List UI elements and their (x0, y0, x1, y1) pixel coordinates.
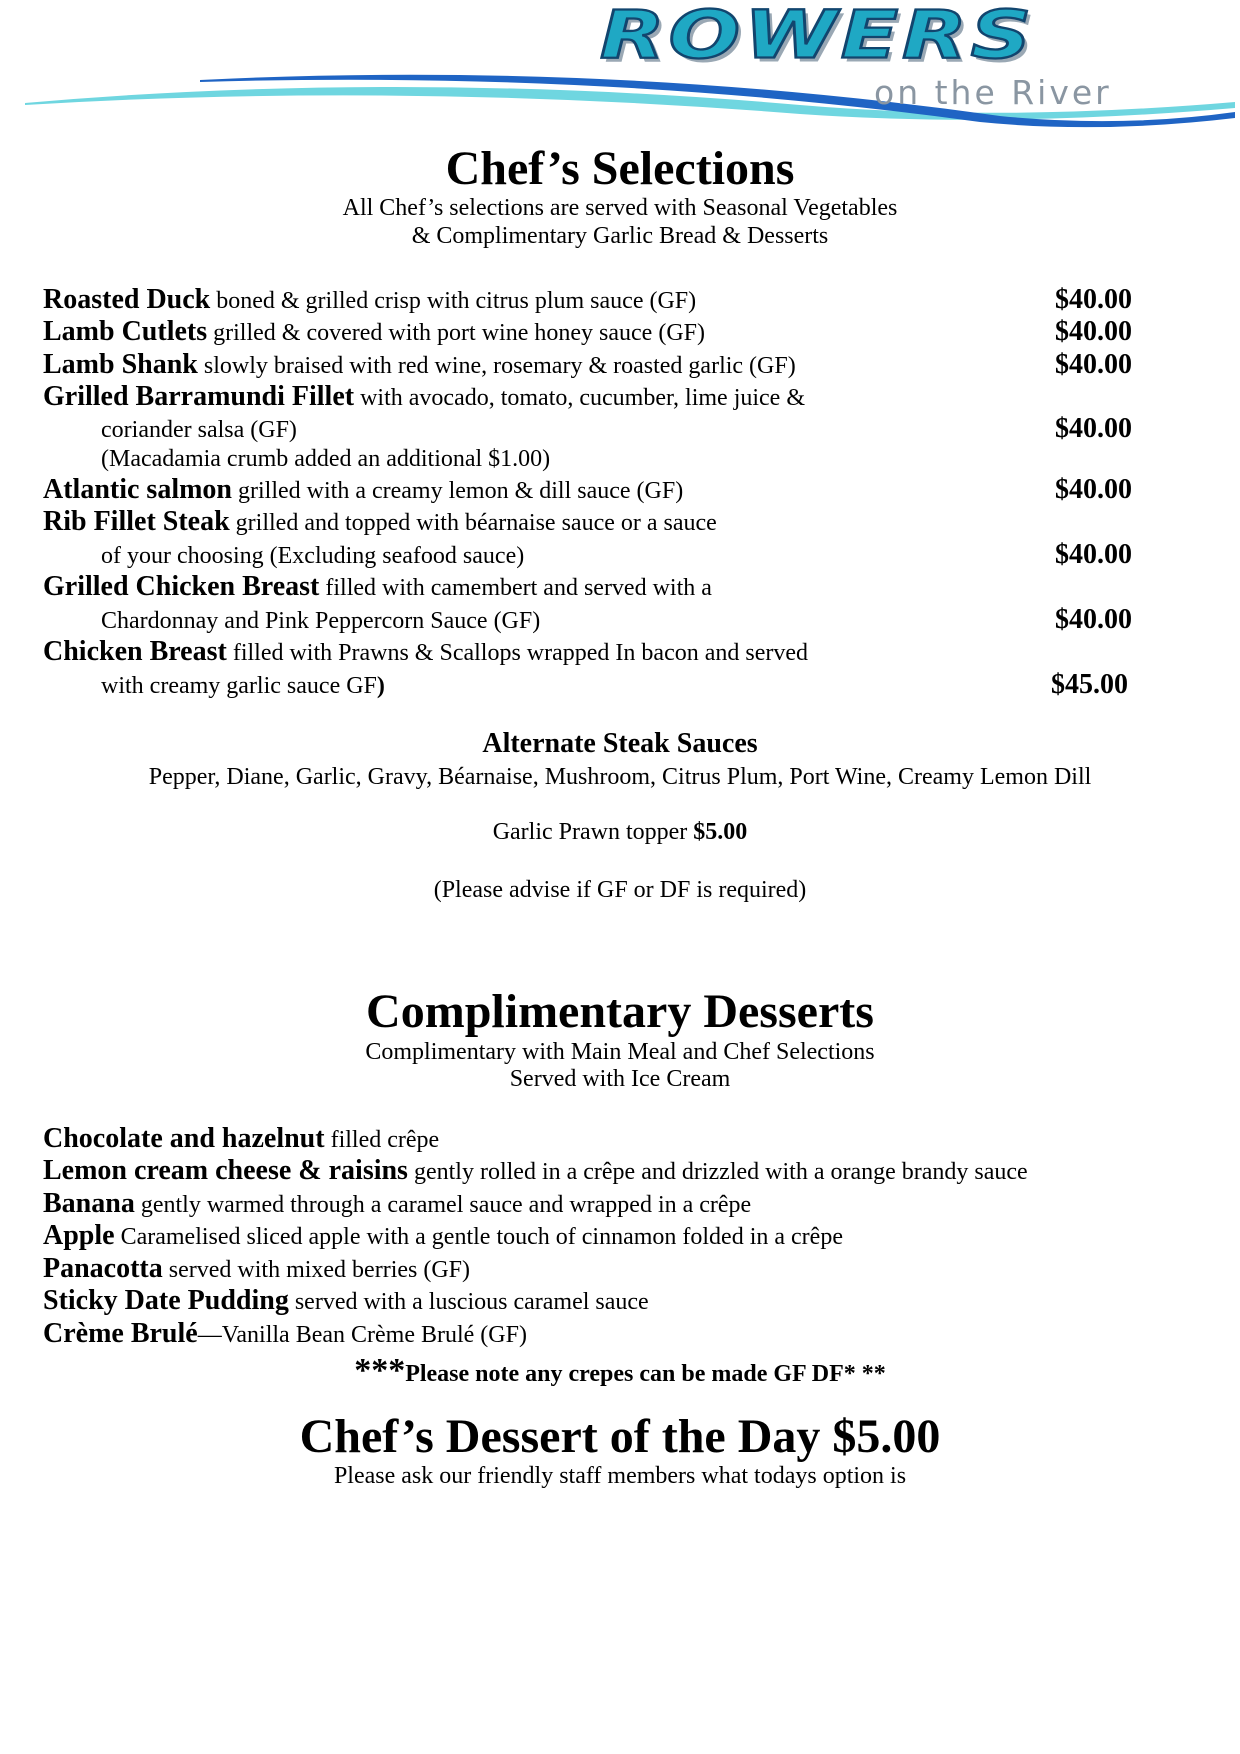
item-desc-paren: ) (376, 673, 385, 699)
logo-tagline: on the River (874, 73, 1112, 112)
item-desc: filled with Prawns & Scallops wrapped In bacon and served (226, 640, 809, 666)
crepe-note (0, 1354, 1240, 1388)
dessert-desc: filled crêpe (324, 1127, 440, 1153)
dessert-desc: served with a luscious caramel sauce (288, 1289, 649, 1315)
item-desc-continued: Chardonnay and Pink Peppercorn Sauce (GF) (101, 608, 541, 634)
item-price: $40.00 (1055, 413, 1132, 444)
item-desc: boned & grilled crisp with citrus plum sauce (GF) (210, 288, 697, 314)
dessert-of-day-title: Chef’s Dessert of the Day $5.00 (299, 1410, 941, 1463)
item-name: Rib Fillet Steak (43, 506, 230, 537)
prawn-topper-label: Garlic Prawn topper (492, 819, 694, 845)
dessert-item (43, 1157, 1028, 1185)
dessert-desc: Caramelised sliced apple with a gentle touch of cinnamon folded in a crêpe (114, 1224, 843, 1250)
dessert-item (43, 1125, 439, 1153)
item-name: Atlantic salmon (43, 474, 232, 505)
dessert-item (43, 1287, 649, 1315)
item-name: Lamb Shank (43, 349, 198, 380)
dessert-name: Sticky Date Pudding (43, 1285, 289, 1316)
item-price: $40.00 (1055, 604, 1132, 635)
item-price: $40.00 (1055, 316, 1132, 347)
menu-item (43, 573, 712, 601)
crepe-note-stars: *** (354, 1352, 406, 1389)
dessert-item (43, 1255, 470, 1283)
item-desc-continued: coriander salsa (GF) (101, 417, 297, 443)
dietary-advise: (Please advise if GF or DF is required) (433, 877, 807, 903)
dessert-name: Banana (43, 1188, 135, 1219)
crepe-note-text: Please note any crepes can be made GF DF* ** (405, 1361, 886, 1387)
prawn-topper-price: $5.00 (693, 819, 748, 845)
item-desc: grilled & covered with port wine honey sauce (GF) (207, 320, 705, 346)
steak-sauces-list: Pepper, Diane, Garlic, Gravy, Béarnaise, Mushroom, Citrus Plum, Port Wine, Creamy Lemon Dill (148, 764, 1092, 790)
prawn-topper (0, 820, 1240, 844)
item-name: Grilled Barramundi Fillet (43, 381, 355, 412)
item-name: Grilled Chicken Breast (43, 571, 320, 602)
dessert-item (43, 1320, 527, 1348)
menu-item (43, 383, 805, 411)
item-desc: filled with camembert and served with a (319, 575, 712, 601)
item-desc-text: with creamy garlic sauce GF (101, 673, 377, 699)
item-desc-continued: of your choosing (Excluding seafood sauce) (101, 543, 525, 569)
menu-item (43, 286, 696, 314)
chefs-subtitle-line2: & Complimentary Garlic Bread & Desserts (411, 223, 829, 249)
item-desc: with avocado, tomato, cucumber, lime juice & (354, 385, 805, 411)
logo-wordmark: ROWERS (600, 0, 1036, 73)
item-price: $40.00 (1055, 474, 1132, 505)
dessert-desc: gently rolled in a crêpe and drizzled with a orange brandy sauce (407, 1159, 1028, 1185)
menu-item (43, 508, 717, 536)
item-name: Roasted Duck (43, 284, 211, 315)
menu-item (43, 476, 683, 504)
dessert-of-day-subtitle: Please ask our friendly staff members what todays option is (333, 1463, 907, 1489)
item-name: Chicken Breast (43, 636, 227, 667)
menu-item (43, 351, 796, 379)
chefs-subtitle-line1: All Chef’s selections are served with Seasonal Vegetables (342, 195, 898, 221)
item-desc: slowly braised with red wine, rosemary & roasted garlic (GF) (197, 353, 796, 379)
item-desc: grilled with a creamy lemon & dill sauce (GF) (232, 478, 684, 504)
restaurant-logo (0, 0, 1240, 150)
item-price: $45.00 (1051, 669, 1128, 700)
item-desc-continued (101, 674, 385, 698)
dessert-name: Apple (43, 1220, 115, 1251)
dessert-name: Chocolate and hazelnut (43, 1123, 325, 1154)
dessert-desc: —Vanilla Bean Crème Brulé (GF) (197, 1322, 527, 1348)
item-price: $40.00 (1055, 284, 1132, 315)
desserts-title: Complimentary Desserts (366, 985, 874, 1038)
item-price: $40.00 (1055, 349, 1132, 380)
desserts-subtitle-line1: Complimentary with Main Meal and Chef Selections (365, 1039, 875, 1065)
chefs-selections-title: Chef’s Selections (445, 142, 795, 195)
desserts-subtitle-line2: Served with Ice Cream (509, 1066, 731, 1092)
dessert-item (43, 1222, 843, 1250)
dessert-name: Crème Brulé (43, 1318, 198, 1349)
steak-sauces-title: Alternate Steak Sauces (482, 728, 758, 759)
item-desc: grilled and topped with béarnaise sauce or a sauce (229, 510, 717, 536)
dessert-item (43, 1190, 751, 1218)
dessert-name: Panacotta (43, 1253, 163, 1284)
item-note: (Macadamia crumb added an additional $1.00) (101, 446, 551, 472)
dessert-desc: gently warmed through a caramel sauce and wrapped in a crêpe (134, 1192, 752, 1218)
menu-item (43, 638, 808, 666)
item-name: Lamb Cutlets (43, 316, 208, 347)
item-price: $40.00 (1055, 539, 1132, 570)
dessert-name: Lemon cream cheese & raisins (43, 1155, 408, 1186)
menu-item (43, 318, 705, 346)
dessert-desc: served with mixed berries (GF) (162, 1257, 471, 1283)
